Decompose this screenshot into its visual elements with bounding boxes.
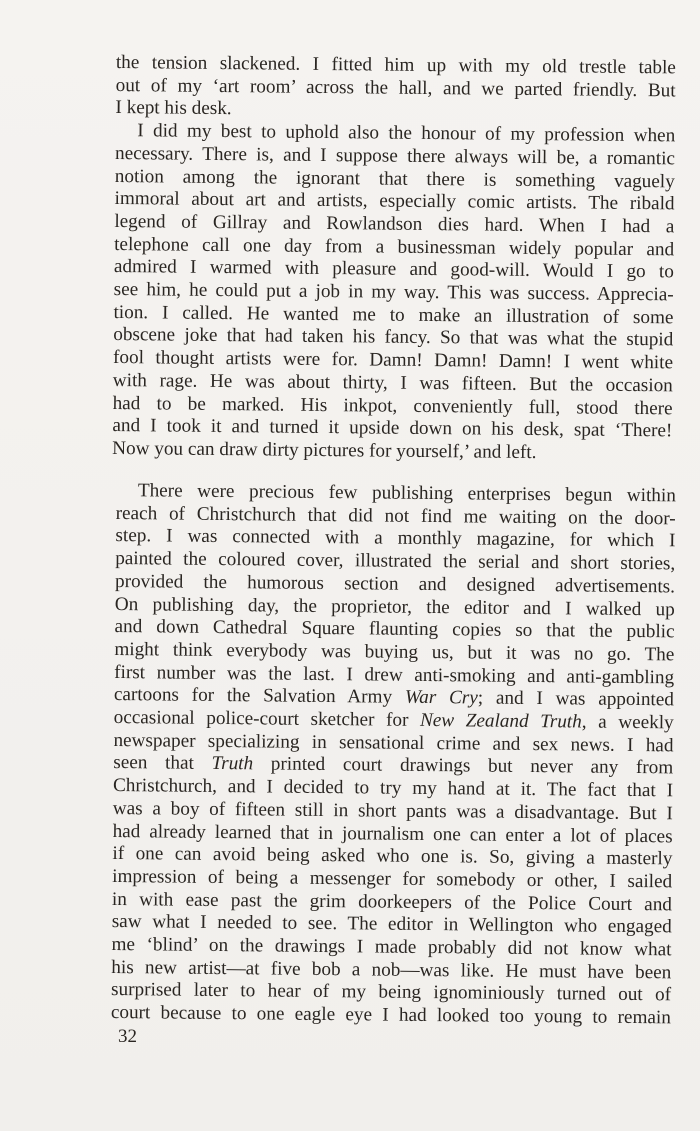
text-line: had to be marked. His inkpot, conveniently full, stood there <box>112 392 673 419</box>
italic-title: War Cry <box>404 687 478 709</box>
text-line: step. I was connected with a monthly magazine, for which I <box>115 525 676 552</box>
text-line: Now you can draw dirty pictures for yourself,’ and left. <box>112 437 537 464</box>
text-line: the tension slackened. I fitted him up with my old trestle table <box>115 52 676 79</box>
text-line: There were precious few publishing enterprises begun within <box>137 480 676 507</box>
text-line: reach of Christchurch that did not find me waiting on the door- <box>115 502 676 530</box>
text-line: newspaper specializing in sensational crime and sex news. I had <box>113 729 674 757</box>
page-number: 32 <box>118 1026 137 1047</box>
text-line: was a boy of fifteen still in short pants was a disadvantage. But I <box>112 797 673 825</box>
text-line: obscene joke that had taken his fancy. So that was what the stupid <box>113 324 674 351</box>
text-line: notion among the ignorant that there is something vaguely <box>114 165 675 192</box>
italic-title: New Zealand Truth <box>419 709 582 733</box>
text-run: printed court drawings but never any from <box>253 753 674 779</box>
text-run: seen that <box>113 752 212 775</box>
text-run: ; and I was appointed <box>477 687 675 711</box>
text-line: if one can avoid being asked who one is. So, giving a masterly <box>112 843 673 870</box>
text-line: tion. I called. He wanted me to make an illustration of some <box>113 301 674 329</box>
text-line: me ‘blind’ on the drawings I made probably did not know what <box>111 934 672 961</box>
text-line: with rage. He was about thirty, I was fifteen. But the occasion <box>112 369 673 397</box>
text-line: immoral about art and artists, especially comic artists. The ribald <box>114 188 675 215</box>
text-line: legend of Gillray and Rowlandson dies hard. When I had a <box>114 210 675 238</box>
text-block-top <box>112 52 676 466</box>
text-line: impression of being a messenger for somebody or other, I sailed <box>112 865 673 893</box>
text-line: in with ease past the grim doorkeepers of the Police Court and <box>111 888 673 916</box>
text-line: court because to one eagle eye I had looked too young to remain <box>110 1002 671 1029</box>
text-line: Christchurch, and I decided to try my hand at it. The fact that I <box>112 775 674 802</box>
text-block-bottom <box>111 480 676 1030</box>
text-line: painted the coloured cover, illustrated the serial and short stories, <box>115 548 676 575</box>
text-line: I did my best to uphold also the honour of my profession when <box>137 120 676 147</box>
text-line: telephone call one day from a businessman widely popular and <box>114 233 675 260</box>
text-run: , a weekly <box>581 711 674 734</box>
text-line: first number was the last. I drew anti-smoking and anti-gambling <box>114 661 675 688</box>
italic-title: Truth <box>211 753 254 775</box>
text-line: had already learned that in journalism one can enter a lot of places <box>112 820 673 847</box>
text-line: surprised later to hear of my being ignominiously turned out of <box>111 979 672 1006</box>
text-line: his new artist—at five bob a nob—was like. He must have been <box>111 956 672 984</box>
text-line: and I took it and turned it upside down on his desk, spat ‘There! <box>112 415 673 442</box>
text-line: I kept his desk. <box>115 97 232 120</box>
text-run: occasional police-court sketcher for <box>113 707 421 731</box>
text-line: necessary. There is, and I suppose there always will be, a romantic <box>114 142 676 170</box>
text-line: and down Cathedral Square flaunting copies so that the public <box>114 616 675 643</box>
text-line: provided the humorous section and designed advertisements. <box>114 570 676 598</box>
text-line: fool thought artists were for. Damn! Damn! Damn! I went white <box>112 347 674 374</box>
text-line: out of my ‘art room’ across the hall, and we parted friendly. But <box>115 74 676 102</box>
text-line: saw what I needed to see. The editor in Wellington who engaged <box>111 911 672 938</box>
text-line: admired I warmed with pleasure and good-will. Would I go to <box>113 256 675 283</box>
text-line: On publishing day, the proprietor, the editor and I walked up <box>114 593 675 620</box>
text-run: cartoons for the Salvation Army <box>113 684 406 709</box>
text-line: see him, he could put a job in my way. This was success. Apprecia- <box>113 279 674 306</box>
text-line: might think everybody was buying us, but it was no go. The <box>114 638 675 666</box>
